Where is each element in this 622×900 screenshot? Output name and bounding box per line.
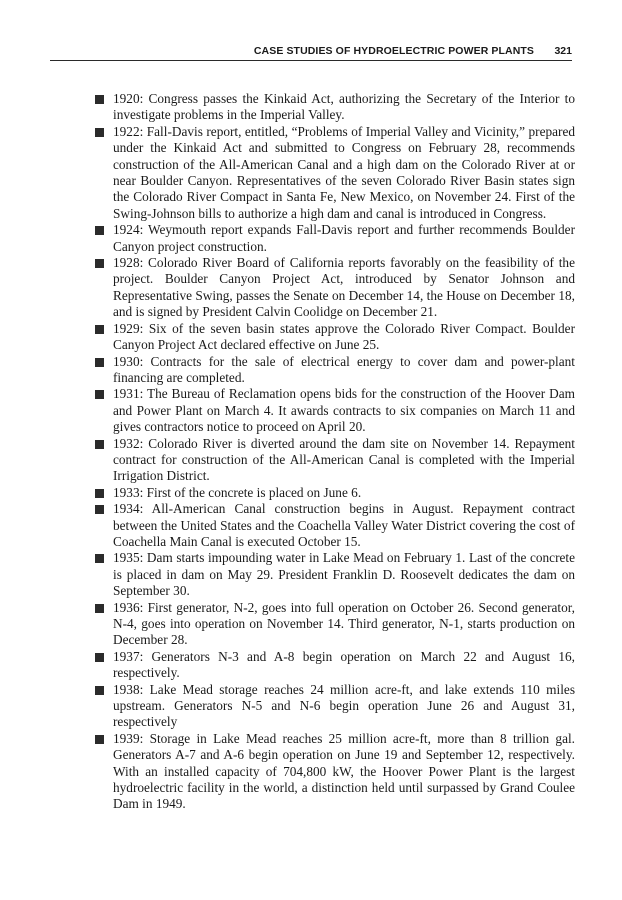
timeline-item [93, 485, 575, 501]
square-bullet-icon [95, 390, 104, 399]
square-bullet-icon [95, 489, 104, 498]
timeline-item [93, 386, 575, 435]
timeline-item [93, 682, 575, 731]
timeline-item [93, 731, 575, 813]
timeline-item-text: 1934: All-American Canal construction begins in August. Repayment contract between the United States and the Coachella Valley Water District covering the cost of Coachella Main Canal is executed October 15. [113, 501, 575, 549]
timeline-item [93, 649, 575, 682]
square-bullet-icon [95, 735, 104, 744]
square-bullet-icon [95, 686, 104, 695]
square-bullet-icon [95, 554, 104, 563]
timeline-item-text: 1933: First of the concrete is placed on June 6. [113, 484, 362, 500]
timeline-item-text: 1924: Weymouth report expands Fall-Davis report and further recommends Boulder Canyon project construction. [113, 222, 575, 254]
square-bullet-icon [95, 653, 104, 662]
square-bullet-icon [95, 325, 104, 334]
timeline-item [93, 501, 575, 550]
square-bullet-icon [95, 604, 104, 613]
square-bullet-icon [95, 358, 104, 367]
timeline-item-text: 1939: Storage in Lake Mead reaches 25 million acre-ft, more than 8 trillion gal. Generators A-7 and A-6 begin operation on June 19 and September 12, respectively. With an installed capacity of 704,800 kW, the Hoover Power Plant is the largest hydroelectric facility in the world, a distinction held until surpassed by Grand Coulee Dam in 1949. [113, 730, 575, 812]
running-head [50, 44, 572, 61]
timeline-item [93, 255, 575, 321]
timeline-item [93, 321, 575, 354]
timeline-item-text: 1928: Colorado River Board of California reports favorably on the feasibility of the project. Boulder Canyon Project Act, introduced by Senator Johnson and Representative Swing, passes the Senate on December 14, the House on December 18, and is signed by President Calvin Coolidge on December 21. [113, 255, 575, 320]
square-bullet-icon [95, 505, 104, 514]
square-bullet-icon [95, 259, 104, 268]
timeline-item [93, 91, 575, 124]
timeline-item-text: 1935: Dam starts impounding water in Lake Mead on February 1. Last of the concrete is placed in dam on May 29. President Franklin D. Roosevelt dedicates the dam on September 30. [113, 550, 575, 599]
square-bullet-icon [95, 226, 104, 235]
square-bullet-icon [95, 95, 104, 104]
timeline-item [93, 124, 575, 222]
timeline-item [93, 354, 575, 387]
timeline-item [93, 550, 575, 599]
timeline-item [93, 600, 575, 649]
page-number: 321 [554, 45, 572, 57]
timeline-item-text: 1922: Fall-Davis report, entitled, “Problems of Imperial Valley and Vicinity,” prepared under the Kinkaid Act and submitted to Congress on February 28, recommends construction of the All-American Canal and a high dam on the Colorado River at or near Boulder Canyon. Representatives of the seven Colorado River Basin states sign the Colorado River Compact in Santa Fe, New Mexico, on November 24. First of the Swing-Johnson bills to authorize a high dam and canal is introduced in Congress. [113, 123, 575, 221]
square-bullet-icon [95, 440, 104, 449]
square-bullet-icon [95, 128, 104, 137]
timeline-item-text: 1931: The Bureau of Reclamation opens bids for the construction of the Hoover Dam and Power Plant on March 4. It awards contracts to six companies on March 11 and gives contractors notice to proceed on April 20. [113, 386, 575, 435]
timeline-item-text: 1932: Colorado River is diverted around the dam site on November 14. Repayment contract for construction of the All-American Canal is completed with the Imperial Irrigation District. [113, 435, 575, 484]
timeline-item-text: 1929: Six of the seven basin states approve the Colorado River Compact. Boulder Canyon Project Act declared effective on June 25. [113, 320, 575, 353]
timeline-item-text: 1930: Contracts for the sale of electrical energy to cover dam and power-plant financing are completed. [113, 353, 575, 385]
timeline-item-text: 1938: Lake Mead storage reaches 24 million acre-ft, and lake extends 110 miles upstream. Generators N-5 and N-6 begin operation June 26 and August 31, respectively [113, 681, 575, 730]
timeline-item [93, 222, 575, 255]
running-head-title: CASE STUDIES OF HYDROELECTRIC POWER PLANTS [253, 45, 534, 57]
timeline-item-text: 1937: Generators N-3 and A-8 begin operation on March 22 and August 16, respectively. [113, 648, 575, 681]
timeline-list [93, 91, 575, 813]
timeline-item-text: 1920: Congress passes the Kinkaid Act, authorizing the Secretary of the Interior to investigate problems in the Imperial Valley. [113, 91, 575, 123]
timeline-item-text: 1936: First generator, N-2, goes into full operation on October 26. Second generator, N-4, goes into operation on November 14. Third generator, N-1, starts production on December 28. [113, 599, 575, 648]
timeline-item [93, 436, 575, 485]
